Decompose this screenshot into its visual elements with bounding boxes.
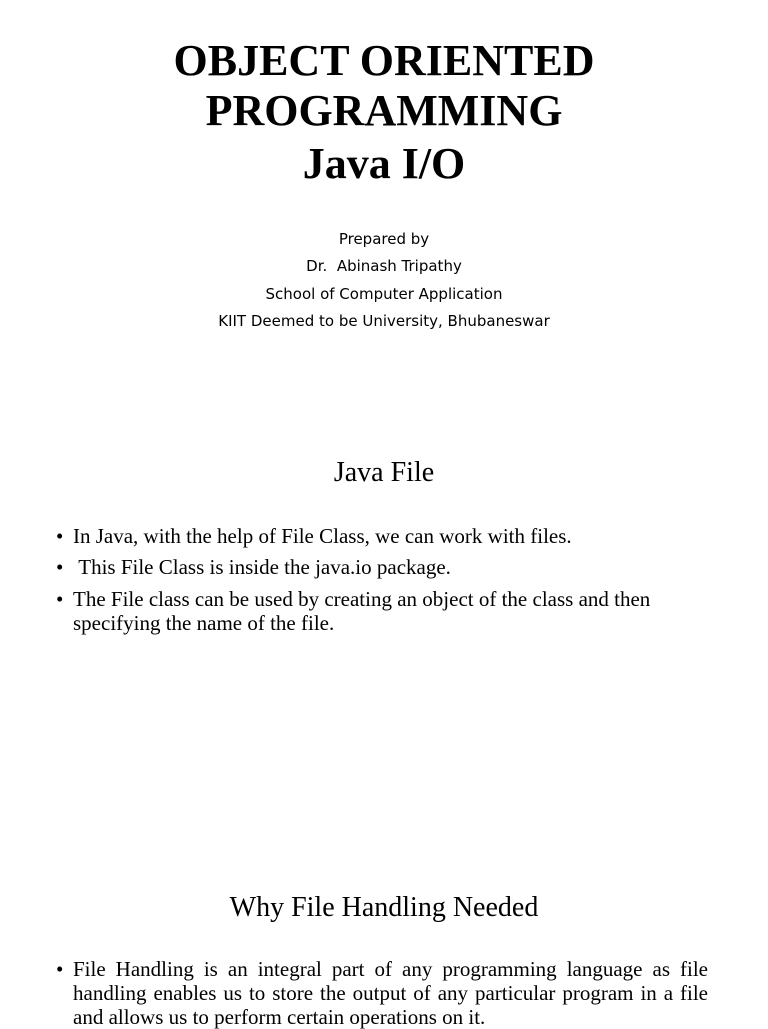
java-file-bullets [56,524,708,635]
title-slide-heading [0,36,768,192]
title-line-1: OBJECT ORIENTED [173,36,595,85]
author-credits [0,226,768,335]
bullet-text: File Handling is an integral part of any programming language as file handling enables us to store the output of any particular program in a file and allows us to perform certain operations on it. [73,957,708,1029]
bullet-icon: • [56,957,64,981]
why-file-handling-heading: Why File Handling Needed [229,892,539,923]
java-file-heading: Java File [333,457,435,488]
list-item [56,524,708,548]
prepared-by-label: Prepared by [338,230,430,248]
author-name: Dr. Abinash Tripathy [306,257,462,276]
list-item [56,957,708,1029]
title-subtitle: Java I/O [302,139,466,188]
bullet-icon: • [56,524,64,548]
bullet-icon: • [56,555,64,579]
bullet-icon: • [56,587,64,611]
bullet-text: This File Class is inside the java.io package. [73,555,451,579]
university-name: KIIT Deemed to be University, Bhubaneswar [218,311,550,330]
why-file-handling-bullets [56,957,708,1029]
list-item [56,587,708,635]
school-name: School of Computer Application [265,284,503,303]
list-item [56,555,708,579]
title-line-2: PROGRAMMING [205,86,563,135]
bullet-text: In Java, with the help of File Class, we can work with files. [73,524,572,548]
bullet-text: The File class can be used by creating an object of the class and then specifying the name of the file. [73,587,651,635]
